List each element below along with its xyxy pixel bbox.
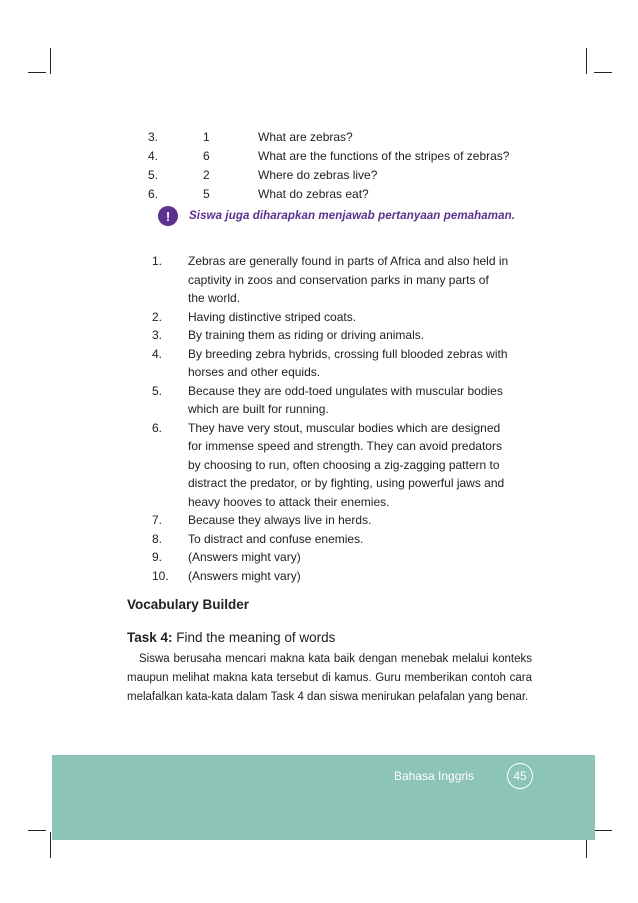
question-number: 3. [148,130,159,144]
answer-text: They have very stout, muscular bodies which are designed for immense speed and strength. They can avoid predators by choosing to run, often choosing a zig-zagging pattern to distract the predator, or by fighting, using powerful jaws and heavy hooves to attack their enemies. [188,420,505,509]
answer-number: 3. [152,328,163,342]
instruction-paragraph: Siswa berusaha mencari makna kata baik dengan menebak melalui konteks maupun melihat makna kata tersebut di kamus. Guru memberikan contoh cara melafalkan kata-kata dalam Task 4 dan siswa menirukan pelafalan yang benar. [127,653,532,703]
answer-text: Zebras are generally found in parts of Africa and also held in captivity in zoos and conservation parks in many parts of the world. [188,254,509,305]
list-item [152,511,542,530]
answer-list [152,252,542,585]
question-number: 4. [148,149,159,163]
page-number: 45 [507,763,533,789]
answer-text: Because they always live in herds. [188,513,372,527]
task-label: Task 4: [127,630,173,645]
table-row [148,166,509,185]
answer-text: By training them as riding or driving animals. [188,328,425,342]
question-key: 1 [203,130,210,144]
question-table [148,128,509,204]
crop-mark [28,830,46,831]
crop-mark [50,48,51,74]
list-item [152,548,542,567]
table-row [148,185,509,204]
crop-mark [594,830,612,831]
answer-text: By breeding zebra hybrids, crossing full blooded zebras with horses and other equids. [188,346,508,379]
section-title: Vocabulary Builder [127,597,250,612]
teacher-note [158,206,515,226]
list-item [152,530,542,549]
list-item [152,345,542,382]
task-heading [127,630,335,645]
table-row [148,147,509,166]
answer-number: 4. [152,346,163,361]
question-number: 6. [148,187,159,201]
crop-mark [586,48,587,74]
question-text: What are zebras? [258,130,353,144]
answer-number: 8. [152,531,163,546]
answer-number: 1. [152,254,163,268]
answer-text: (Answers might vary) [188,550,301,564]
question-key: 6 [203,149,210,163]
table-row [148,128,509,147]
footer-book-title: Bahasa Inggris [394,769,475,783]
crop-mark [28,72,46,73]
answer-text: Having distinctive striped coats. [188,309,357,324]
question-key: 2 [203,168,210,182]
list-item [152,308,542,327]
answer-text: (Answers might vary) [188,568,301,583]
question-text: What do zebras eat? [258,187,369,201]
answer-number: 2. [152,309,163,324]
list-item [152,567,542,586]
task-title: Find the meaning of words [176,630,336,645]
answer-number: 10. [152,568,169,583]
list-item [152,382,542,419]
crop-mark [594,72,612,73]
question-number: 5. [148,168,159,182]
list-item [152,252,542,308]
answer-number: 6. [152,420,163,435]
question-text: What are the functions of the stripes of zebras? [258,149,510,163]
list-item [152,419,542,512]
exclamation-icon: ! [158,206,178,226]
question-text: Where do zebras live? [258,168,378,182]
answer-text: Because they are odd-toed ungulates with muscular bodies which are built for running. [188,383,503,416]
crop-mark [50,832,51,858]
question-key: 5 [203,187,210,201]
answer-text: To distract and confuse enemies. [188,531,364,546]
list-item [152,326,542,345]
answer-number: 9. [152,550,163,564]
note-text: Siswa juga diharapkan menjawab pertanyaan pemahaman. [189,210,516,222]
answer-number: 5. [152,383,163,398]
answer-number: 7. [152,513,163,527]
